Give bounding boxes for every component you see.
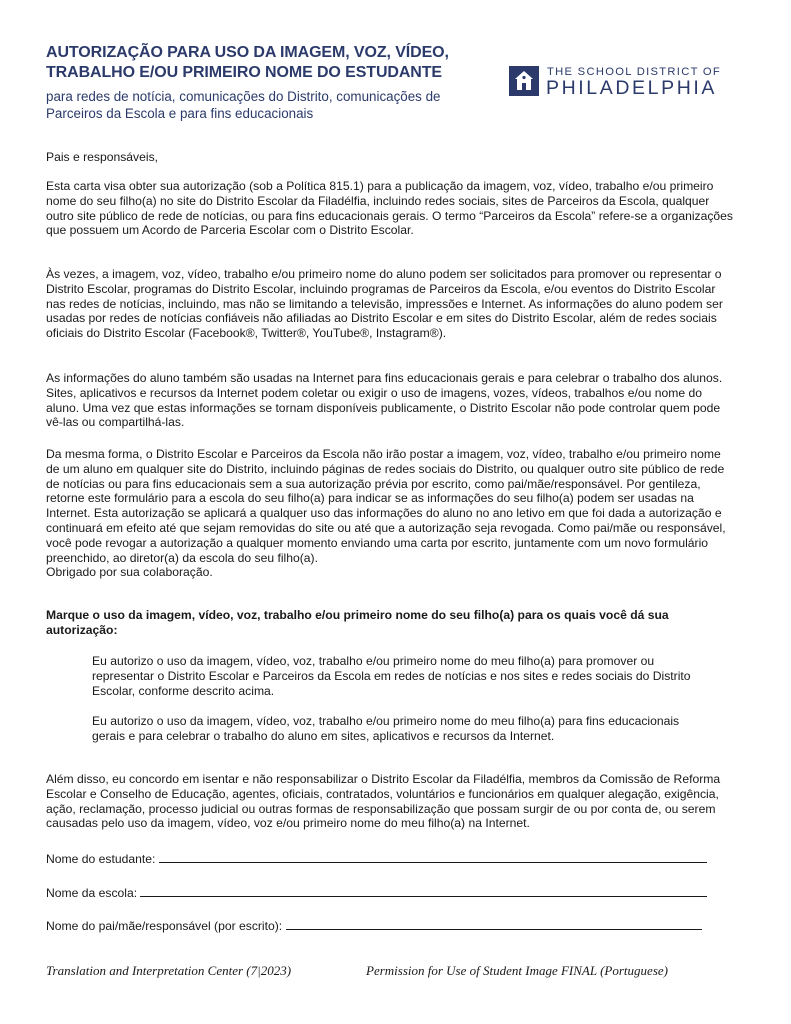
title-line-2: TRABALHO E/OU PRIMEIRO NOME DO ESTUDANTE [46, 63, 443, 81]
greeting: Pais e responsáveis, [46, 150, 159, 164]
paragraph-intro: Esta carta visa obter sua autorização (sob a Política 815.1) para a publicação da imagem, voz, vídeo, trabalho e/ou primeiro nome do seu filho(a) no site do Distrito Escolar da Filadélfia, incluindo redes sociais, sites de Parceiros da Escola, qualquer outro site público de rede de notícias, ou para fins educacionais gerais. O termo “Parceiros da Escola” refere-se a organizações que possuem um Acordo de Parceria Escolar com o Distrito Escolar. [46, 179, 733, 238]
guardian-name-line[interactable] [286, 918, 702, 930]
student-name-field [46, 851, 707, 867]
school-name-field [46, 885, 707, 901]
school-name-line[interactable] [140, 885, 707, 897]
paragraph-educational-use: As informações do aluno também são usadas na Internet para fins educacionais gerais e para celebrar o trabalho dos alunos. Sites, aplicativos e recursos da Internet podem coletar ou exigir o uso de imagens, vozes, vídeos, trabalhos e/ou nome do aluno. Uma vez que estas informações se tornam disponíveis publicamente, o Distrito Escolar não pode controlar quem pode vê-las ou compartilhá-las. [46, 371, 723, 430]
consent-option-educational[interactable]: Eu autorizo o uso da imagem, vídeo, voz, trabalho e/ou primeiro nome do meu filho(a) para fins educacionais gerais e para celebrar o trabalho do aluno em sites, aplicativos e recursos da Internet. [92, 714, 680, 743]
logo-line-1: THE SCHOOL DISTRICT OF [547, 66, 722, 78]
guardian-name-label: Nome do pai/mãe/responsável (por escrito): [46, 919, 283, 933]
footer-left: Translation and Interpretation Center (7|2023) [46, 963, 292, 978]
subtitle-line-2: Parceiros da Escola e para fins educacionais [46, 106, 314, 121]
school-name-label: Nome da escola: [46, 886, 138, 900]
guardian-name-field [46, 918, 702, 934]
student-name-line[interactable] [159, 851, 707, 863]
title-line-1: AUTORIZAÇÃO PARA USO DA IMAGEM, VOZ, VÍDEO, [46, 44, 449, 61]
paragraph-consent-continued: preenchido, ao diretor(a) da escola do seu filho(a). [46, 550, 318, 565]
document-subtitle [46, 88, 486, 122]
paragraph-consent-text: Da mesma forma, o Distrito Escolar e Parceiros da Escola não irão postar a imagem, voz, vídeo, trabalho e/ou primeiro nome de um aluno em qualquer site do Distrito, incluindo páginas de redes sociais do Distrito, ou qualquer outro site público de rede de notícias ou para fins educacionais sem a sua autorização prévia por escrito, como pai/mãe/responsável. Por gentileza, retorne este formulário para a escola do seu filho(a) para indicar se as informações do seu filho(a) podem ser usadas na Internet. Esta autorização se aplicará a qualquer uso das informações do aluno no ano letivo em que foi dada a autorização e continuará em efeito até que sejam removidas do site ou até que a autorização seja revogada. Como pai/mãe ou responsável, você pode revogar a autorização a qualquer momento enviando uma carta por escrito, juntamente com um novo formulário [46, 447, 726, 550]
subtitle-line-1: para redes de notícia, comunicações do Distrito, comunicações de [46, 89, 441, 104]
footer-right: Permission for Use of Student Image FINAL (Portuguese) [366, 963, 668, 978]
school-district-logo [509, 66, 729, 102]
paragraph-release: Além disso, eu concordo em isentar e não responsabilizar o Distrito Escolar da Filadélfia, membros da Comissão de Reforma Escolar e Conselho de Educação, agentes, oficiais, contratados, voluntários e funcionários em qualquer alegação, exigência, ação, reclamação, processo judicial ou outras formas de responsabilização que possam surgir de ou por conta de, ou serem causadas pelo uso da imagem, vídeo, voz e/ou primeiro nome do meu filho(a) na Internet. [46, 772, 721, 831]
paragraph-consent [46, 447, 736, 580]
logo-line-2: PHILADELPHIA [546, 77, 718, 99]
school-district-building-icon [509, 66, 539, 96]
student-name-label: Nome do estudante: [46, 852, 156, 866]
paragraph-thanks: Obrigado por sua colaboração. [46, 565, 213, 580]
consent-option-promotion[interactable]: Eu autorizo o uso da imagem, vídeo, voz, trabalho e/ou primeiro nome do meu filho(a) para promover ou representar o Distrito Escolar e Parceiros da Escola em redes de notícias e nos sites e redes sociais do Distrito Escolar, conforme descrito acima. [92, 654, 691, 698]
consent-instruction: Marque o uso da imagem, vídeo, voz, trabalho e/ou primeiro nome do seu filho(a) para os quais você dá sua autorização: [46, 608, 669, 637]
document-title [46, 43, 486, 82]
paragraph-promotion: Às vezes, a imagem, voz, vídeo, trabalho e/ou primeiro nome do aluno podem ser solicitados para promover ou representar o Distrito Escolar, programas do Distrito Escolar, incluindo programas de Parceiros da Escola, e/ou eventos do Distrito Escolar nas redes de notícias, incluindo, mas não se limitando a televisão, impressões e Internet. As informações do aluno podem ser usadas por redes de notícias confiáveis não afiliadas ao Distrito Escolar e em sites do Distrito Escolar, além de redes sociais oficiais do Distrito Escolar (Facebook®, Twitter®, YouTube®, Instagram®). [46, 267, 723, 341]
